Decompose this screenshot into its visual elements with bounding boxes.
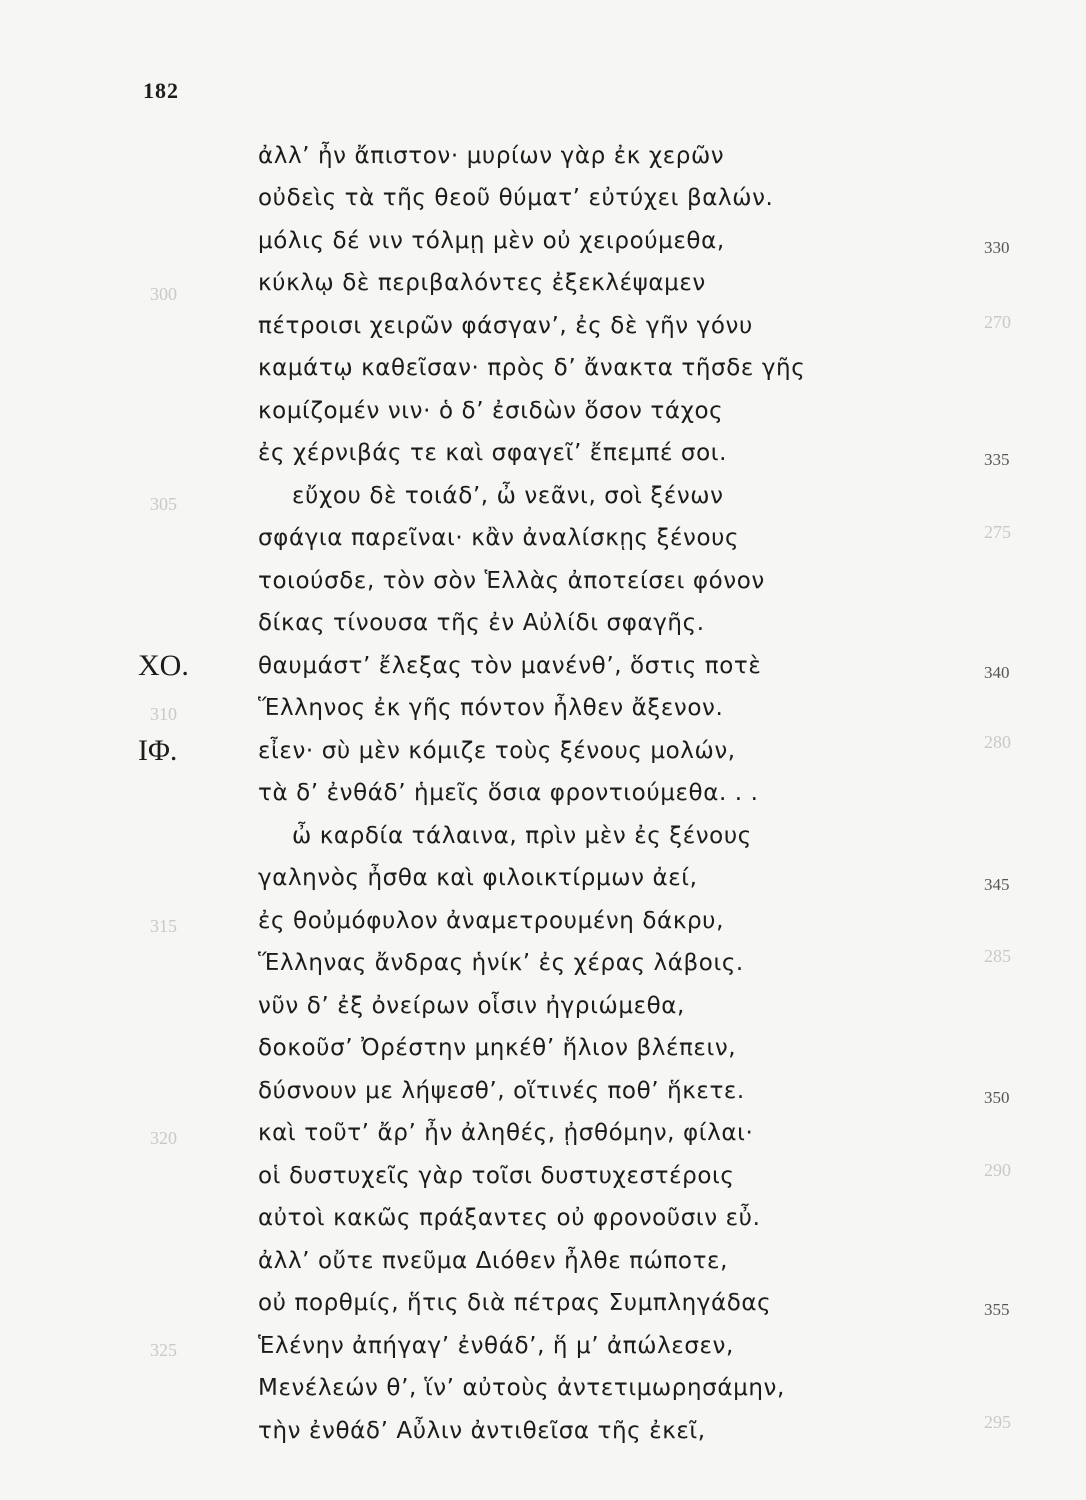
- line-number: 335: [984, 450, 1010, 469]
- bleed-through-number: 300: [150, 284, 177, 304]
- verse-line: κομίζομέν νιν· ὁ δ’ ἐσιδὼν ὅσον τάχος: [258, 398, 724, 424]
- verse-line: ἀλλ’ ἦν ἄπιστον· μυρίων γὰρ ἐκ χερῶν: [258, 143, 725, 169]
- bleed-through-number: 315: [150, 916, 177, 936]
- speaker-label: ΙΦ.: [138, 734, 178, 767]
- bleed-through-number: 325: [150, 1340, 177, 1360]
- verse-line: Ἕλληνος ἐκ γῆς πόντον ἦλθεν ἄξενον.: [258, 695, 724, 721]
- bleed-through-number: 305: [150, 494, 177, 514]
- line-number: 350: [984, 1088, 1010, 1107]
- verse-line: καμάτῳ καθεῖσαν· πρὸς δ’ ἄνακτα τῆσδε γῆς: [258, 355, 806, 381]
- speaker-label: ΧΟ.: [138, 649, 189, 682]
- bleed-through-number: 290: [984, 1160, 1011, 1180]
- verse-line: εἶεν· σὺ μὲν κόμιζε τοὺς ξένους μολών,: [258, 738, 736, 764]
- verse-line: γαληνὸς ἦσθα καὶ φιλοικτίρμων ἀεί,: [258, 865, 698, 891]
- verse-line: πέτροισι χειρῶν φάσγαν’, ἐς δὲ γῆν γόνυ: [258, 313, 753, 339]
- verse-line: αὐτοὶ κακῶς πράξαντες οὐ φρονοῦσιν εὖ.: [258, 1205, 761, 1231]
- verse-line: δύσνουν με λήψεσθ’, οἵτινές ποθ’ ἥκετε.: [258, 1078, 745, 1104]
- verse-line: οἱ δυστυχεῖς γὰρ τοῖσι δυστυχεστέροις: [258, 1163, 735, 1189]
- line-number: 355: [984, 1300, 1010, 1319]
- verse-line: δίκας τίνουσα τῆς ἐν Αὐλίδι σφαγῆς.: [258, 610, 705, 636]
- verse-line: σφάγια παρεῖναι· κἂν ἀναλίσκῃς ξένους: [258, 525, 740, 551]
- verse-line: οὐ πορθμίς, ἥτις διὰ πέτρας Συμπληγάδας: [258, 1290, 772, 1316]
- bleed-through-number: 310: [150, 704, 177, 724]
- bleed-through-number: 270: [984, 312, 1011, 332]
- verse-line: τὴν ἐνθάδ’ Αὖλιν ἀντιθεῖσα τῆς ἐκεῖ,: [258, 1418, 706, 1444]
- verse-line: εὔχου δὲ τοιάδ’, ὦ νεᾶνι, σοὶ ξένων: [292, 483, 724, 509]
- bleed-through-number: 275: [984, 522, 1011, 542]
- verse-line: οὐδεὶς τὰ τῆς θεοῦ θύματ’ εὐτύχει βαλών.: [258, 185, 774, 211]
- bleed-through-number: 320: [150, 1128, 177, 1148]
- verse-line: ἀλλ’ οὔτε πνεῦμα Διόθεν ἦλθε πώποτε,: [258, 1248, 728, 1274]
- verse-line: τὰ δ’ ἐνθάδ’ ἡμεῖς ὅσια φροντιούμεθα. . .: [258, 780, 759, 806]
- verse-line: ὦ καρδία τάλαινα, πρὶν μὲν ἐς ξένους: [292, 823, 752, 849]
- line-number: 330: [984, 238, 1010, 257]
- verse-line: Μενέλεών θ’, ἵν’ αὐτοὺς ἀντετιμωρησάμην,: [258, 1375, 785, 1401]
- verse-line: κύκλῳ δὲ περιβαλόντες ἐξεκλέψαμεν: [258, 270, 706, 296]
- bleed-through-number: 295: [984, 1412, 1011, 1432]
- line-number: 340: [984, 663, 1010, 682]
- bleed-through-number: 280: [984, 732, 1011, 752]
- verse-line: μόλις δέ νιν τόλμῃ μὲν οὐ χειρούμεθα,: [258, 228, 725, 254]
- page-number: 182: [143, 78, 179, 103]
- verse-line: δοκοῦσ’ Ὀρέστην μηκέθ’ ἥλιον βλέπειν,: [258, 1035, 737, 1061]
- bleed-through-number: 285: [984, 946, 1011, 966]
- verse-line: θαυμάστ’ ἔλεξας τὸν μανένθ’, ὅστις ποτὲ: [258, 653, 762, 679]
- verse-line: νῦν δ’ ἐξ ὀνείρων οἷσιν ἠγριώμεθα,: [258, 993, 685, 1019]
- verse-line: ἐς θοὐμόφυλον ἀναμετρουμένη δάκρυ,: [258, 908, 724, 934]
- verse-line: τοιούσδε, τὸν σὸν Ἑλλὰς ἀποτείσει φόνον: [258, 568, 765, 594]
- verse-line: Ἕλληνας ἄνδρας ἡνίκ’ ἐς χέρας λάβοις.: [258, 950, 744, 976]
- verse-line: καὶ τοῦτ’ ἄρ’ ἦν ἀληθές, ᾐσθόμην, φίλαι·: [258, 1120, 754, 1146]
- verse-line: Ἑλένην ἀπήγαγ’ ἐνθάδ’, ἥ μ’ ἀπώλεσεν,: [258, 1333, 734, 1359]
- verse-line: ἐς χέρνιβάς τε καὶ σφαγεῖ’ ἔπεμπέ σοι.: [258, 440, 728, 466]
- line-number: 345: [984, 875, 1010, 894]
